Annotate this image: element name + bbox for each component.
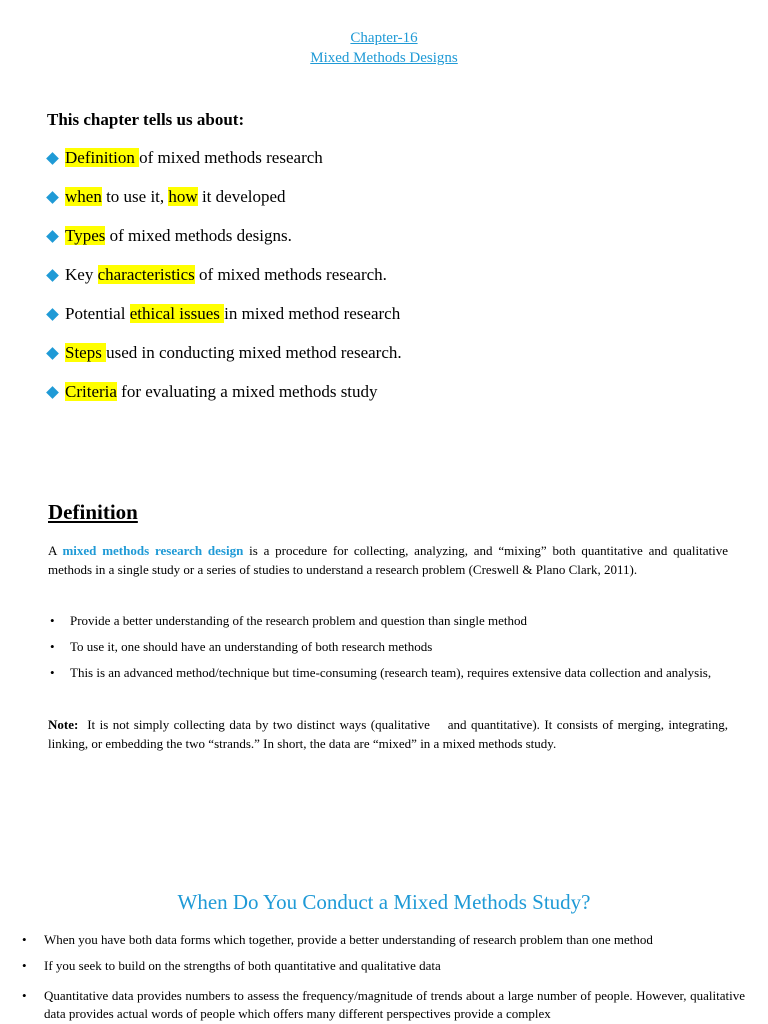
- topic-text: of mixed methods research: [139, 148, 323, 167]
- diamond-bullet-icon: [46, 191, 59, 204]
- topic-highlight: when: [65, 187, 102, 206]
- note-text: It is not simply collecting data by two distinct ways (qualitative and quantitative). It consists of merging, integrating, linking, or embedding the two “strands.” In short, the data are “mixed” in a mixed methods study.: [48, 717, 732, 751]
- list-item: [48, 612, 728, 630]
- definition-heading: Definition: [48, 500, 138, 524]
- list-item: [48, 638, 728, 656]
- topic-text: used in conducting mixed method research.: [106, 343, 402, 362]
- topic-highlight: how: [168, 187, 198, 206]
- diamond-bullet-icon: [46, 308, 59, 321]
- note-paragraph: [48, 715, 732, 753]
- chapter-number[interactable]: Chapter-16: [350, 30, 418, 46]
- topic-highlight: Criteria: [65, 382, 117, 401]
- diamond-bullet-icon: [46, 386, 59, 399]
- topic-text: for evaluating a mixed methods study: [116, 382, 378, 401]
- note-label: Note:: [48, 717, 79, 732]
- bullet-dot-icon: •: [22, 958, 27, 973]
- bullet-dot-icon: •: [50, 639, 55, 654]
- definition-lead: A: [48, 543, 63, 558]
- list-item-text: To use it, one should have an understanding of both research methods: [70, 639, 433, 654]
- topic-text: Key: [65, 265, 98, 284]
- topic-highlight: Steps: [65, 343, 107, 362]
- list-item-text: This is an advanced method/technique but time-consuming (research team), requires extensive data collection and analysis,: [70, 665, 712, 680]
- topic-item: [45, 226, 402, 265]
- when-bullets: [20, 931, 745, 1023]
- list-item: [48, 664, 728, 682]
- bullet-dot-icon: •: [22, 988, 27, 1003]
- bullet-dot-icon: •: [50, 613, 55, 628]
- bullet-dot-icon: •: [22, 932, 27, 947]
- topic-item: [45, 382, 402, 421]
- topic-highlight: Definition: [65, 148, 140, 167]
- topic-item: [45, 265, 402, 304]
- topic-text: Potential: [65, 304, 130, 323]
- when-heading: When Do You Conduct a Mixed Methods Study?: [177, 890, 591, 914]
- list-item: [20, 931, 745, 949]
- definition-bullets: [48, 612, 728, 690]
- list-item-text: When you have both data forms which together, provide a better understanding of research problem than one method: [44, 932, 653, 947]
- topic-highlight: characteristics: [97, 265, 195, 284]
- topic-item: [45, 304, 402, 343]
- topic-text: in mixed method research: [224, 304, 401, 323]
- definition-paragraph: [48, 541, 728, 579]
- topic-text: to use it,: [101, 187, 169, 206]
- topic-text: of mixed methods designs.: [105, 226, 292, 245]
- list-item-text: Provide a better understanding of the research problem and question than single method: [70, 613, 528, 628]
- diamond-bullet-icon: [46, 230, 59, 243]
- topic-item: [45, 148, 402, 187]
- definition-term: mixed methods research design: [62, 543, 244, 558]
- topic-list: [45, 148, 402, 421]
- topic-item: [45, 187, 402, 226]
- list-item: [20, 957, 745, 975]
- topic-highlight: Types: [65, 226, 106, 245]
- topic-text: it developed: [197, 187, 286, 206]
- list-item: [20, 987, 745, 1023]
- diamond-bullet-icon: [46, 347, 59, 360]
- list-item-text: If you seek to build on the strengths of both quantitative and qualitative data: [44, 958, 441, 973]
- topic-item: [45, 343, 402, 382]
- intro-heading: This chapter tells us about:: [47, 110, 245, 129]
- topic-highlight: ethical issues: [129, 304, 225, 323]
- bullet-dot-icon: •: [50, 665, 55, 680]
- list-item-text: Quantitative data provides numbers to assess the frequency/magnitude of trends about a large number of people. However, qualitative data provides actual words of people which offers many different perspectives provide a complex: [44, 988, 745, 1021]
- diamond-bullet-icon: [46, 269, 59, 282]
- diamond-bullet-icon: [46, 152, 59, 165]
- definition-text: is a procedure for collecting, analyzing, and “mixing” both quantitative and qualitative methods in a single study or a series of studies to understand a research problem (Creswell & Plano Clark, 2011).: [48, 543, 729, 577]
- topic-text: of mixed methods research.: [194, 265, 387, 284]
- chapter-title[interactable]: Mixed Methods Designs: [310, 50, 458, 66]
